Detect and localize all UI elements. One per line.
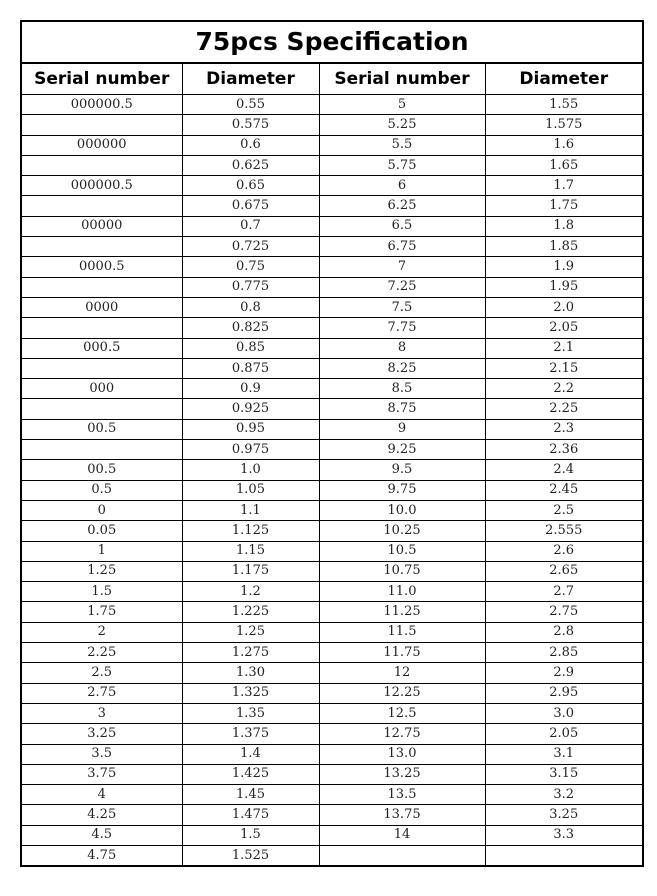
diameter-left-cell: 1.4: [182, 744, 319, 764]
serial-right-cell: 5.25: [319, 115, 485, 135]
table-row: [22, 500, 642, 520]
diameter-right-cell: 1.65: [485, 155, 642, 175]
diameter-left-cell: 1.0: [182, 460, 319, 480]
table-row: [22, 643, 642, 663]
table-row: [22, 440, 642, 460]
serial-right-cell: 9.5: [319, 460, 485, 480]
diameter-right-cell: 2.25: [485, 399, 642, 419]
diameter-right-cell: 1.9: [485, 257, 642, 277]
diameter-left-cell: 1.525: [182, 845, 319, 865]
diameter-right-cell: 3.1: [485, 744, 642, 764]
diameter-left-cell: 1.15: [182, 541, 319, 561]
diameter-left-cell: 0.85: [182, 338, 319, 358]
serial-left-cell: 4.75: [22, 845, 182, 865]
diameter-right-cell: 2.6: [485, 541, 642, 561]
serial-right-cell: 6.25: [319, 196, 485, 216]
serial-right-cell: 9.75: [319, 480, 485, 500]
serial-right-cell: 13.0: [319, 744, 485, 764]
table-row: [22, 683, 642, 703]
serial-left-cell: [22, 399, 182, 419]
table-row: [22, 155, 642, 175]
table-row: [22, 521, 642, 541]
serial-left-cell: 2.25: [22, 643, 182, 663]
diameter-right-cell: 3.15: [485, 764, 642, 784]
serial-left-cell: 4.5: [22, 825, 182, 845]
diameter-right-cell: 3.3: [485, 825, 642, 845]
diameter-left-cell: 1.35: [182, 703, 319, 723]
serial-left-cell: [22, 196, 182, 216]
serial-left-cell: 1.75: [22, 602, 182, 622]
serial-left-cell: 00.5: [22, 460, 182, 480]
diameter-left-cell: 1.425: [182, 764, 319, 784]
diameter-left-cell: 0.775: [182, 277, 319, 297]
serial-right-cell: 5: [319, 95, 485, 115]
diameter-right-cell: 2.0: [485, 297, 642, 317]
table-row: [22, 379, 642, 399]
table-row: [22, 845, 642, 865]
diameter-left-cell: 0.625: [182, 155, 319, 175]
serial-right-cell: 11.75: [319, 643, 485, 663]
diameter-left-cell: 0.55: [182, 95, 319, 115]
serial-left-cell: 0.05: [22, 521, 182, 541]
diameter-left-cell: 0.925: [182, 399, 319, 419]
serial-left-cell: 1.25: [22, 561, 182, 581]
diameter-left-cell: 0.675: [182, 196, 319, 216]
diameter-right-cell: 2.95: [485, 683, 642, 703]
serial-left-cell: 000000: [22, 135, 182, 155]
header-row: [22, 64, 642, 95]
table-row: [22, 358, 642, 378]
table-row: [22, 176, 642, 196]
diameter-right-cell: 2.9: [485, 663, 642, 683]
serial-left-cell: [22, 277, 182, 297]
diameter-left-cell: 0.725: [182, 237, 319, 257]
serial-right-cell: 12.75: [319, 724, 485, 744]
diameter-right-cell: 2.75: [485, 602, 642, 622]
serial-left-cell: 000000.5: [22, 176, 182, 196]
diameter-left-cell: 1.05: [182, 480, 319, 500]
serial-right-cell: 10.0: [319, 500, 485, 520]
diameter-right-cell: 3.2: [485, 785, 642, 805]
table-body: [22, 95, 642, 866]
diameter-left-cell: 0.875: [182, 358, 319, 378]
serial-left-cell: [22, 237, 182, 257]
diameter-right-cell: 1.75: [485, 196, 642, 216]
diameter-left-cell: 1.30: [182, 663, 319, 683]
diameter-left-cell: 1.1: [182, 500, 319, 520]
serial-left-cell: 1: [22, 541, 182, 561]
table-row: [22, 825, 642, 845]
serial-right-cell: 9.25: [319, 440, 485, 460]
serial-left-cell: [22, 318, 182, 338]
diameter-left-cell: 1.225: [182, 602, 319, 622]
diameter-left-cell: 1.175: [182, 561, 319, 581]
diameter-right-cell: 2.8: [485, 622, 642, 642]
serial-right-cell: 7.25: [319, 277, 485, 297]
diameter-right-cell: [485, 845, 642, 865]
diameter-right-cell: 2.36: [485, 440, 642, 460]
serial-left-cell: 000000.5: [22, 95, 182, 115]
table-row: [22, 216, 642, 236]
diameter-left-cell: 0.7: [182, 216, 319, 236]
serial-left-cell: 3.75: [22, 764, 182, 784]
diameter-left-cell: 0.75: [182, 257, 319, 277]
serial-right-cell: 13.75: [319, 805, 485, 825]
diameter-right-cell: 1.85: [485, 237, 642, 257]
specification-sheet: [20, 20, 644, 867]
diameter-left-cell: 0.9: [182, 379, 319, 399]
table-row: [22, 297, 642, 317]
diameter-left-cell: 1.125: [182, 521, 319, 541]
header-diameter-left: Diameter: [182, 64, 319, 95]
diameter-left-cell: 0.825: [182, 318, 319, 338]
diameter-right-cell: 2.45: [485, 480, 642, 500]
table-row: [22, 663, 642, 683]
serial-left-cell: 0: [22, 500, 182, 520]
serial-right-cell: 11.5: [319, 622, 485, 642]
serial-left-cell: 3: [22, 703, 182, 723]
diameter-left-cell: 1.5: [182, 825, 319, 845]
serial-right-cell: 8.5: [319, 379, 485, 399]
diameter-left-cell: 1.375: [182, 724, 319, 744]
serial-right-cell: 10.25: [319, 521, 485, 541]
serial-left-cell: 0000.5: [22, 257, 182, 277]
serial-right-cell: 7.5: [319, 297, 485, 317]
table-row: [22, 460, 642, 480]
serial-right-cell: 12: [319, 663, 485, 683]
serial-right-cell: 11.25: [319, 602, 485, 622]
header-diameter-right: Diameter: [485, 64, 642, 95]
diameter-right-cell: 2.15: [485, 358, 642, 378]
diameter-right-cell: 1.8: [485, 216, 642, 236]
table-row: [22, 95, 642, 115]
table-row: [22, 399, 642, 419]
diameter-left-cell: 1.25: [182, 622, 319, 642]
serial-left-cell: 1.5: [22, 582, 182, 602]
diameter-right-cell: 2.3: [485, 419, 642, 439]
diameter-right-cell: 2.05: [485, 724, 642, 744]
serial-right-cell: 8.75: [319, 399, 485, 419]
diameter-left-cell: 1.45: [182, 785, 319, 805]
diameter-left-cell: 1.325: [182, 683, 319, 703]
serial-right-cell: 5.75: [319, 155, 485, 175]
serial-left-cell: 0.5: [22, 480, 182, 500]
diameter-left-cell: 0.575: [182, 115, 319, 135]
diameter-right-cell: 2.05: [485, 318, 642, 338]
serial-left-cell: 000.5: [22, 338, 182, 358]
diameter-right-cell: 2.65: [485, 561, 642, 581]
diameter-right-cell: 2.85: [485, 643, 642, 663]
table-row: [22, 744, 642, 764]
table-row: [22, 480, 642, 500]
diameter-left-cell: 0.65: [182, 176, 319, 196]
serial-left-cell: 4.25: [22, 805, 182, 825]
diameter-right-cell: 3.0: [485, 703, 642, 723]
serial-left-cell: 2: [22, 622, 182, 642]
diameter-right-cell: 1.7: [485, 176, 642, 196]
diameter-left-cell: 1.2: [182, 582, 319, 602]
serial-left-cell: 2.5: [22, 663, 182, 683]
serial-right-cell: 6.75: [319, 237, 485, 257]
table-row: [22, 277, 642, 297]
table-row: [22, 419, 642, 439]
serial-left-cell: 2.75: [22, 683, 182, 703]
page-title: 75pcs Specification: [22, 22, 642, 64]
serial-right-cell: 9: [319, 419, 485, 439]
table-row: [22, 135, 642, 155]
table-row: [22, 724, 642, 744]
table-row: [22, 196, 642, 216]
serial-right-cell: 12.25: [319, 683, 485, 703]
table-row: [22, 622, 642, 642]
serial-right-cell: 13.25: [319, 764, 485, 784]
serial-right-cell: 11.0: [319, 582, 485, 602]
serial-right-cell: 13.5: [319, 785, 485, 805]
header-serial-number-right: Serial number: [319, 64, 485, 95]
table-row: [22, 541, 642, 561]
diameter-right-cell: 1.575: [485, 115, 642, 135]
diameter-left-cell: 1.475: [182, 805, 319, 825]
serial-right-cell: 5.5: [319, 135, 485, 155]
serial-left-cell: [22, 155, 182, 175]
spec-table: [22, 64, 642, 865]
serial-left-cell: [22, 440, 182, 460]
table-row: [22, 703, 642, 723]
serial-left-cell: [22, 358, 182, 378]
header-serial-number-left: Serial number: [22, 64, 182, 95]
serial-left-cell: 000: [22, 379, 182, 399]
diameter-right-cell: 2.7: [485, 582, 642, 602]
diameter-right-cell: 2.2: [485, 379, 642, 399]
serial-right-cell: 6: [319, 176, 485, 196]
diameter-right-cell: 2.5: [485, 500, 642, 520]
serial-right-cell: 7: [319, 257, 485, 277]
table-row: [22, 785, 642, 805]
serial-right-cell: 8.25: [319, 358, 485, 378]
diameter-right-cell: 1.95: [485, 277, 642, 297]
diameter-left-cell: 0.95: [182, 419, 319, 439]
table-row: [22, 237, 642, 257]
table-row: [22, 561, 642, 581]
serial-right-cell: 14: [319, 825, 485, 845]
table-row: [22, 338, 642, 358]
diameter-right-cell: 2.1: [485, 338, 642, 358]
serial-right-cell: 10.75: [319, 561, 485, 581]
diameter-left-cell: 0.8: [182, 297, 319, 317]
serial-left-cell: 00.5: [22, 419, 182, 439]
diameter-left-cell: 0.975: [182, 440, 319, 460]
diameter-left-cell: 0.6: [182, 135, 319, 155]
diameter-left-cell: 1.275: [182, 643, 319, 663]
table-row: [22, 805, 642, 825]
diameter-right-cell: 3.25: [485, 805, 642, 825]
table-row: [22, 257, 642, 277]
serial-left-cell: 3.25: [22, 724, 182, 744]
serial-left-cell: [22, 115, 182, 135]
table-row: [22, 582, 642, 602]
serial-right-cell: 10.5: [319, 541, 485, 561]
serial-left-cell: 4: [22, 785, 182, 805]
diameter-right-cell: 1.55: [485, 95, 642, 115]
serial-right-cell: 12.5: [319, 703, 485, 723]
serial-right-cell: 8: [319, 338, 485, 358]
diameter-right-cell: 1.6: [485, 135, 642, 155]
table-row: [22, 602, 642, 622]
serial-right-cell: 7.75: [319, 318, 485, 338]
serial-left-cell: 0000: [22, 297, 182, 317]
serial-right-cell: [319, 845, 485, 865]
diameter-right-cell: 2.555: [485, 521, 642, 541]
table-row: [22, 764, 642, 784]
serial-left-cell: 3.5: [22, 744, 182, 764]
diameter-right-cell: 2.4: [485, 460, 642, 480]
table-row: [22, 115, 642, 135]
serial-right-cell: 6.5: [319, 216, 485, 236]
serial-left-cell: 00000: [22, 216, 182, 236]
table-row: [22, 318, 642, 338]
